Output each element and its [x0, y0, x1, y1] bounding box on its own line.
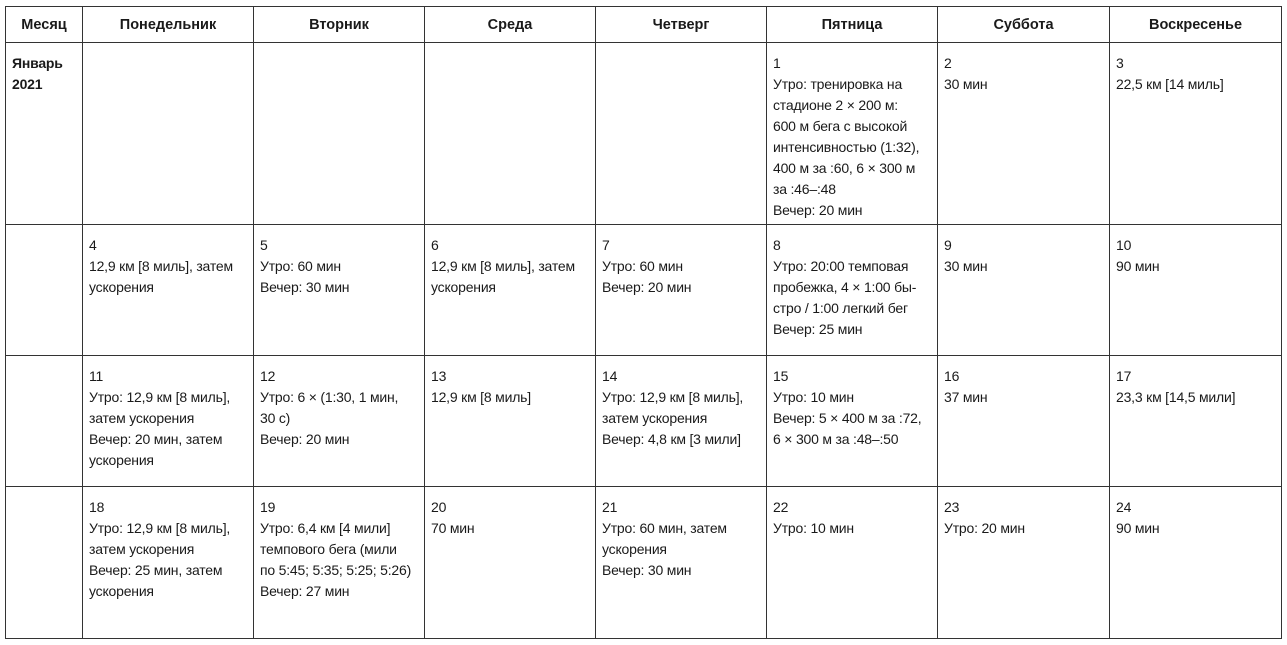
header-wednesday: Среда: [425, 7, 596, 43]
day-cell-tuesday: [254, 225, 425, 356]
workout-line: Вечер: 25 мин, затем: [89, 562, 223, 578]
month-cell: [6, 356, 83, 487]
workout-line: затем ускорения: [602, 410, 708, 426]
workout-line: Вечер: 30 мин: [260, 279, 350, 295]
workout-line: 23,3 км [14,5 мили]: [1116, 389, 1236, 405]
header-row: [6, 7, 1282, 43]
header-month: Месяц: [6, 7, 83, 43]
day-cell-monday: [83, 43, 254, 225]
workout-line: Утро: 20 мин: [944, 520, 1025, 536]
day-number: 18: [89, 499, 105, 515]
day-number: 24: [1116, 499, 1132, 515]
day-cell-monday: [83, 487, 254, 639]
day-number: 5: [260, 237, 268, 253]
header-thursday: Четверг: [596, 7, 767, 43]
day-cell-saturday: [938, 43, 1110, 225]
header-monday: Понедельник: [83, 7, 254, 43]
day-cell-sunday: [1110, 487, 1282, 639]
workout-line: 30 с): [260, 410, 291, 426]
day-number: 7: [602, 237, 610, 253]
workout-line: 22,5 км [14 миль]: [1116, 76, 1224, 92]
day-cell-thursday: [596, 43, 767, 225]
workout-line: Вечер: 20 мин: [260, 431, 350, 447]
workout-line: стро / 1:00 легкий бег: [773, 300, 908, 316]
day-cell-friday: [767, 356, 938, 487]
workout-line: 90 мин: [1116, 520, 1160, 536]
workout-line: Вечер: 4,8 км [3 мили]: [602, 431, 741, 447]
day-number: 6: [431, 237, 439, 253]
day-cell-tuesday: [254, 356, 425, 487]
day-cell-tuesday: [254, 43, 425, 225]
workout-line: Вечер: 20 мин: [773, 202, 863, 218]
workout-line: Утро: 60 мин: [260, 258, 341, 274]
day-number: 13: [431, 368, 447, 384]
day-number: 3: [1116, 55, 1124, 71]
day-number: 4: [89, 237, 97, 253]
workout-line: 90 мин: [1116, 258, 1160, 274]
header-sunday: Воскресенье: [1110, 7, 1282, 43]
workout-line: Вечер: 20 мин, затем: [89, 431, 223, 447]
workout-line: за :46–:48: [773, 181, 836, 197]
day-number: 14: [602, 368, 618, 384]
day-number: 19: [260, 499, 276, 515]
workout-line: 600 м бега с высокой: [773, 118, 908, 134]
day-cell-sunday: [1110, 43, 1282, 225]
day-cell-tuesday: [254, 487, 425, 639]
day-number: 9: [944, 237, 952, 253]
table-row: [6, 43, 1282, 225]
day-number: 1: [773, 55, 781, 71]
table-row: [6, 487, 1282, 639]
day-number: 11: [89, 368, 104, 384]
day-number: 10: [1116, 237, 1132, 253]
workout-line: 6 × 300 м за :48–:50: [773, 431, 899, 447]
workout-line: Утро: 6,4 км [4 мили]: [260, 520, 391, 536]
month-cell: [6, 43, 83, 225]
workout-line: 12,9 км [8 миль], затем: [89, 258, 233, 274]
workout-line: 37 мин: [944, 389, 988, 405]
day-cell-wednesday: [425, 225, 596, 356]
workout-line: ускорения: [89, 452, 154, 468]
workout-line: ускорения: [89, 279, 154, 295]
day-cell-wednesday: [425, 487, 596, 639]
day-number: 22: [773, 499, 789, 515]
workout-line: Утро: тренировка на: [773, 76, 903, 92]
day-number: 20: [431, 499, 447, 515]
workout-line: 400 м за :60, 6 × 300 м: [773, 160, 916, 176]
workout-line: ускорения: [89, 583, 154, 599]
day-cell-friday: [767, 43, 938, 225]
day-number: 12: [260, 368, 276, 384]
day-cell-saturday: [938, 225, 1110, 356]
header-tuesday: Вторник: [254, 7, 425, 43]
workout-line: Утро: 60 мин: [602, 258, 683, 274]
day-cell-thursday: [596, 487, 767, 639]
table-row: [6, 356, 1282, 487]
day-cell-saturday: [938, 487, 1110, 639]
workout-line: 70 мин: [431, 520, 475, 536]
day-cell-wednesday: [425, 43, 596, 225]
workout-line: Вечер: 27 мин: [260, 583, 350, 599]
workout-line: затем ускорения: [89, 541, 195, 557]
workout-line: Утро: 6 × (1:30, 1 мин,: [260, 389, 399, 405]
day-number: 2: [944, 55, 952, 71]
header-friday: Пятница: [767, 7, 938, 43]
workout-line: Утро: 10 мин: [773, 520, 854, 536]
training-schedule-table: [5, 6, 1282, 639]
workout-line: затем ускорения: [89, 410, 195, 426]
day-number: 15: [773, 368, 789, 384]
workout-line: Утро: 12,9 км [8 миль],: [89, 389, 231, 405]
day-number: 17: [1116, 368, 1132, 384]
workout-line: ускорения: [602, 541, 667, 557]
workout-line: Утро: 60 мин, затем: [602, 520, 727, 536]
day-cell-thursday: [596, 356, 767, 487]
month-cell: [6, 225, 83, 356]
day-cell-monday: [83, 225, 254, 356]
workout-line: 30 мин: [944, 258, 988, 274]
workout-line: ускорения: [431, 279, 496, 295]
month-cell: [6, 487, 83, 639]
header-saturday: Суббота: [938, 7, 1110, 43]
day-cell-friday: [767, 225, 938, 356]
day-cell-sunday: [1110, 225, 1282, 356]
month-label-line: 2021: [12, 76, 43, 92]
workout-line: интенсивностью (1:32),: [773, 139, 920, 155]
day-cell-sunday: [1110, 356, 1282, 487]
workout-line: 30 мин: [944, 76, 988, 92]
day-cell-monday: [83, 356, 254, 487]
workout-line: 12,9 км [8 миль], затем: [431, 258, 575, 274]
day-number: 23: [944, 499, 960, 515]
month-label-line: Январь: [12, 55, 63, 71]
workout-line: Утро: 12,9 км [8 миль],: [89, 520, 231, 536]
day-cell-wednesday: [425, 356, 596, 487]
day-cell-friday: [767, 487, 938, 639]
workout-line: Вечер: 5 × 400 м за :72,: [773, 410, 922, 426]
workout-line: Вечер: 25 мин: [773, 321, 863, 337]
day-cell-thursday: [596, 225, 767, 356]
day-number: 16: [944, 368, 960, 384]
day-number: 8: [773, 237, 781, 253]
workout-line: Утро: 20:00 темповая: [773, 258, 909, 274]
table-row: [6, 225, 1282, 356]
workout-line: Утро: 12,9 км [8 миль],: [602, 389, 744, 405]
workout-line: темпового бега (мили: [260, 541, 397, 557]
workout-line: по 5:45; 5:35; 5:25; 5:26): [260, 562, 412, 578]
workout-line: Вечер: 30 мин: [602, 562, 692, 578]
workout-line: пробежка, 4 × 1:00 бы-: [773, 279, 917, 295]
workout-line: Утро: 10 мин: [773, 389, 854, 405]
day-cell-saturday: [938, 356, 1110, 487]
workout-line: стадионе 2 × 200 м:: [773, 97, 898, 113]
workout-line: Вечер: 20 мин: [602, 279, 692, 295]
workout-line: 12,9 км [8 миль]: [431, 389, 531, 405]
day-number: 21: [602, 499, 618, 515]
